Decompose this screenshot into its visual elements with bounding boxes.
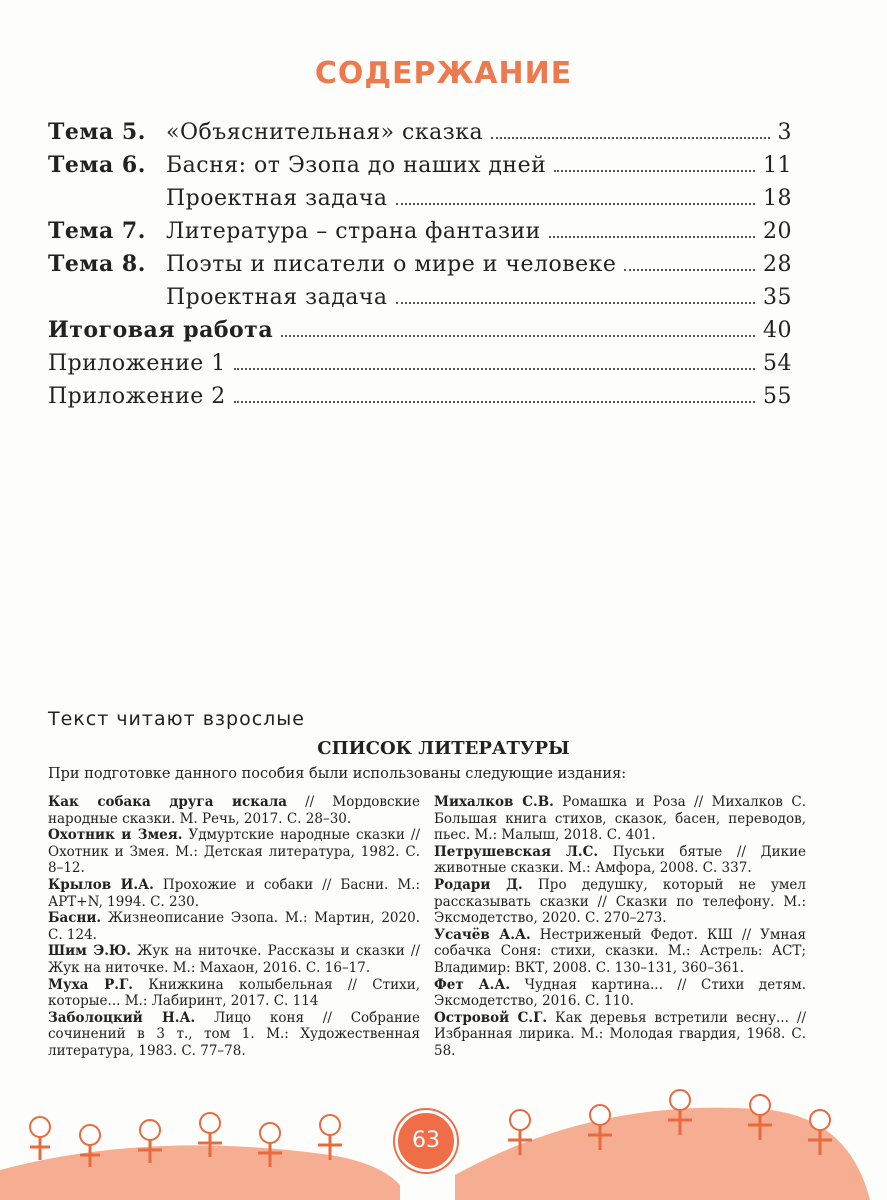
toc-page: 3 — [777, 120, 792, 145]
entry-details: Чудная картина... // Стихи детям. Эксмодетство, 2016. С. 110. — [434, 976, 806, 1010]
bibliography-entry — [434, 927, 806, 977]
toc-row[interactable] — [48, 244, 792, 277]
toc-theme: Тема 6. — [48, 152, 146, 178]
entry-author: Петрушевская Л.С. — [434, 843, 599, 860]
toc-dots — [549, 236, 755, 238]
entry-author: Шим Э.Ю. — [48, 943, 131, 960]
entry-author: Как собака друга искала — [48, 794, 287, 810]
entry-details: Про дедушку, который не умел рассказывать сказки // Сказки по телефону. М.: Эксмодетство, 2020. С. 270–273. — [434, 876, 806, 927]
bibliography-entry — [48, 977, 420, 1010]
entry-details: Прохожие и собаки // Басни. М.: АРТ+N, 1994. С. 230. — [48, 876, 421, 910]
bibliography-entry — [434, 794, 806, 844]
toc-text: Литература – страна фантазии — [166, 219, 541, 244]
toc-text: Приложение 2 — [48, 384, 226, 409]
toc-page: 35 — [763, 285, 792, 310]
entry-details: Ромашка и Роза // Михалков С. Большая книга стихов, сказок, басен, переводов, пьес. М.: Малыш, 2018. С. 401. — [434, 794, 806, 844]
toc-dots — [234, 368, 755, 370]
entry-author: Муха Р.Г. — [48, 976, 134, 993]
bibliography-entry — [48, 827, 420, 877]
toc-text: Проектная задача — [166, 285, 388, 310]
entry-details: Жизнеописание Эзопа. М.: Мартин, 2020. С. 124. — [48, 910, 420, 943]
entry-author: Охотник и Змея. — [48, 827, 183, 844]
toc-page: 11 — [763, 153, 792, 178]
toc-text: Поэты и писатели о мире и человеке — [166, 252, 617, 277]
toc-dots — [396, 302, 755, 304]
entry-details: Жук на ниточке. Рассказы и сказки // Жук на ниточке. М.: Махаон, 2016. С. 16–17. — [48, 943, 420, 976]
bibliography-intro: При подготовке данного пособия были использованы следующие издания: — [48, 766, 627, 782]
entry-details: Книжкина колыбельная // Стихи, которые... М.: Лабиринт, 2017. С. 114 — [48, 976, 420, 1010]
entry-details: Нестриженый Федот. КШ // Умная собачка Соня: стихи, сказки. М.: Астрель: АСТ; Владимир: ВКТ, 2008. С. 130–131, 360–361. — [434, 926, 806, 976]
entry-details: Лицо коня // Собрание сочинений в 3 т., том 1. М.: Художественная литература, 1983. С. 77–78. — [48, 1009, 420, 1059]
entry-author: Родари Д. — [434, 876, 523, 893]
bibliography-entry — [48, 910, 420, 943]
toc-dots — [624, 269, 755, 271]
bibliography-title: СПИСОК ЛИТЕРАТУРЫ — [317, 738, 570, 759]
entry-author: Островой С.Г. — [434, 1009, 548, 1026]
toc-row[interactable] — [48, 277, 792, 310]
toc-text: Проектная задача — [166, 186, 388, 211]
bibliography-entry — [48, 1010, 420, 1060]
toc-row[interactable] — [48, 211, 792, 244]
toc-text: «Объяснительная» сказка — [166, 120, 484, 145]
toc-text: Басня: от Эзопа до наших дней — [166, 153, 547, 178]
bibliography-entry — [434, 1010, 806, 1060]
toc-text: Приложение 1 — [48, 351, 226, 376]
bibliography-right-column — [434, 794, 806, 1060]
toc-dots — [554, 170, 755, 172]
toc-dots — [491, 137, 769, 139]
page-number: 63 — [395, 1110, 457, 1172]
entry-author: Крылов И.А. — [48, 876, 154, 893]
page-title: СОДЕРЖАНИЕ — [314, 56, 573, 91]
entry-details: // Мордовские народные сказки. М. Речь, 2017. С. 28–30. — [48, 794, 420, 827]
toc-page: 18 — [763, 186, 792, 211]
section-subhead: Текст читают взрослые — [48, 708, 305, 730]
bibliography-left-column — [48, 794, 420, 1060]
toc-dots — [281, 335, 755, 337]
toc-row[interactable] — [48, 112, 792, 145]
bibliography-entry — [48, 877, 420, 910]
footer-hill-left — [0, 1145, 400, 1200]
table-of-contents — [48, 112, 792, 409]
bibliography-entry — [434, 977, 806, 1010]
toc-page: 20 — [763, 219, 792, 244]
entry-author: Михалков С.В. — [434, 794, 554, 810]
toc-theme: Тема 8. — [48, 251, 146, 277]
toc-row[interactable] — [48, 376, 792, 409]
toc-theme: Тема 5. — [48, 119, 146, 145]
toc-row[interactable] — [48, 145, 792, 178]
toc-page: 55 — [763, 384, 792, 409]
entry-author: Фет А.А. — [434, 976, 511, 993]
toc-dots — [396, 203, 755, 205]
toc-dots — [234, 401, 755, 403]
toc-page: 28 — [763, 252, 792, 277]
entry-details: Как деревья встретили весну... // Избранная лирика. М.: Молодая гвардия, 1968. С. 58. — [434, 1009, 806, 1059]
bibliography-entry — [48, 943, 420, 976]
toc-page: 40 — [763, 318, 792, 343]
entry-author: Басни. — [48, 910, 102, 927]
toc-page: 54 — [763, 351, 792, 376]
bibliography-entry — [434, 877, 806, 927]
entry-details: Удмуртские народные сказки // Охотник и Змея. М.: Детская литература, 1982. С. 8–12. — [48, 827, 420, 877]
bibliography-entry — [48, 794, 420, 827]
entry-author: Заболоцкий Н.А. — [48, 1009, 196, 1026]
toc-row[interactable] — [48, 178, 792, 211]
bibliography-entry — [434, 844, 806, 877]
toc-row[interactable] — [48, 310, 792, 343]
entry-details: Пуськи бятые // Дикие животные сказки. М.: Амфора, 2008. С. 337. — [434, 843, 806, 877]
toc-text: Итоговая работа — [48, 317, 274, 343]
toc-row[interactable] — [48, 343, 792, 376]
toc-theme: Тема 7. — [48, 218, 146, 244]
entry-author: Усачёв А.А. — [434, 926, 531, 943]
